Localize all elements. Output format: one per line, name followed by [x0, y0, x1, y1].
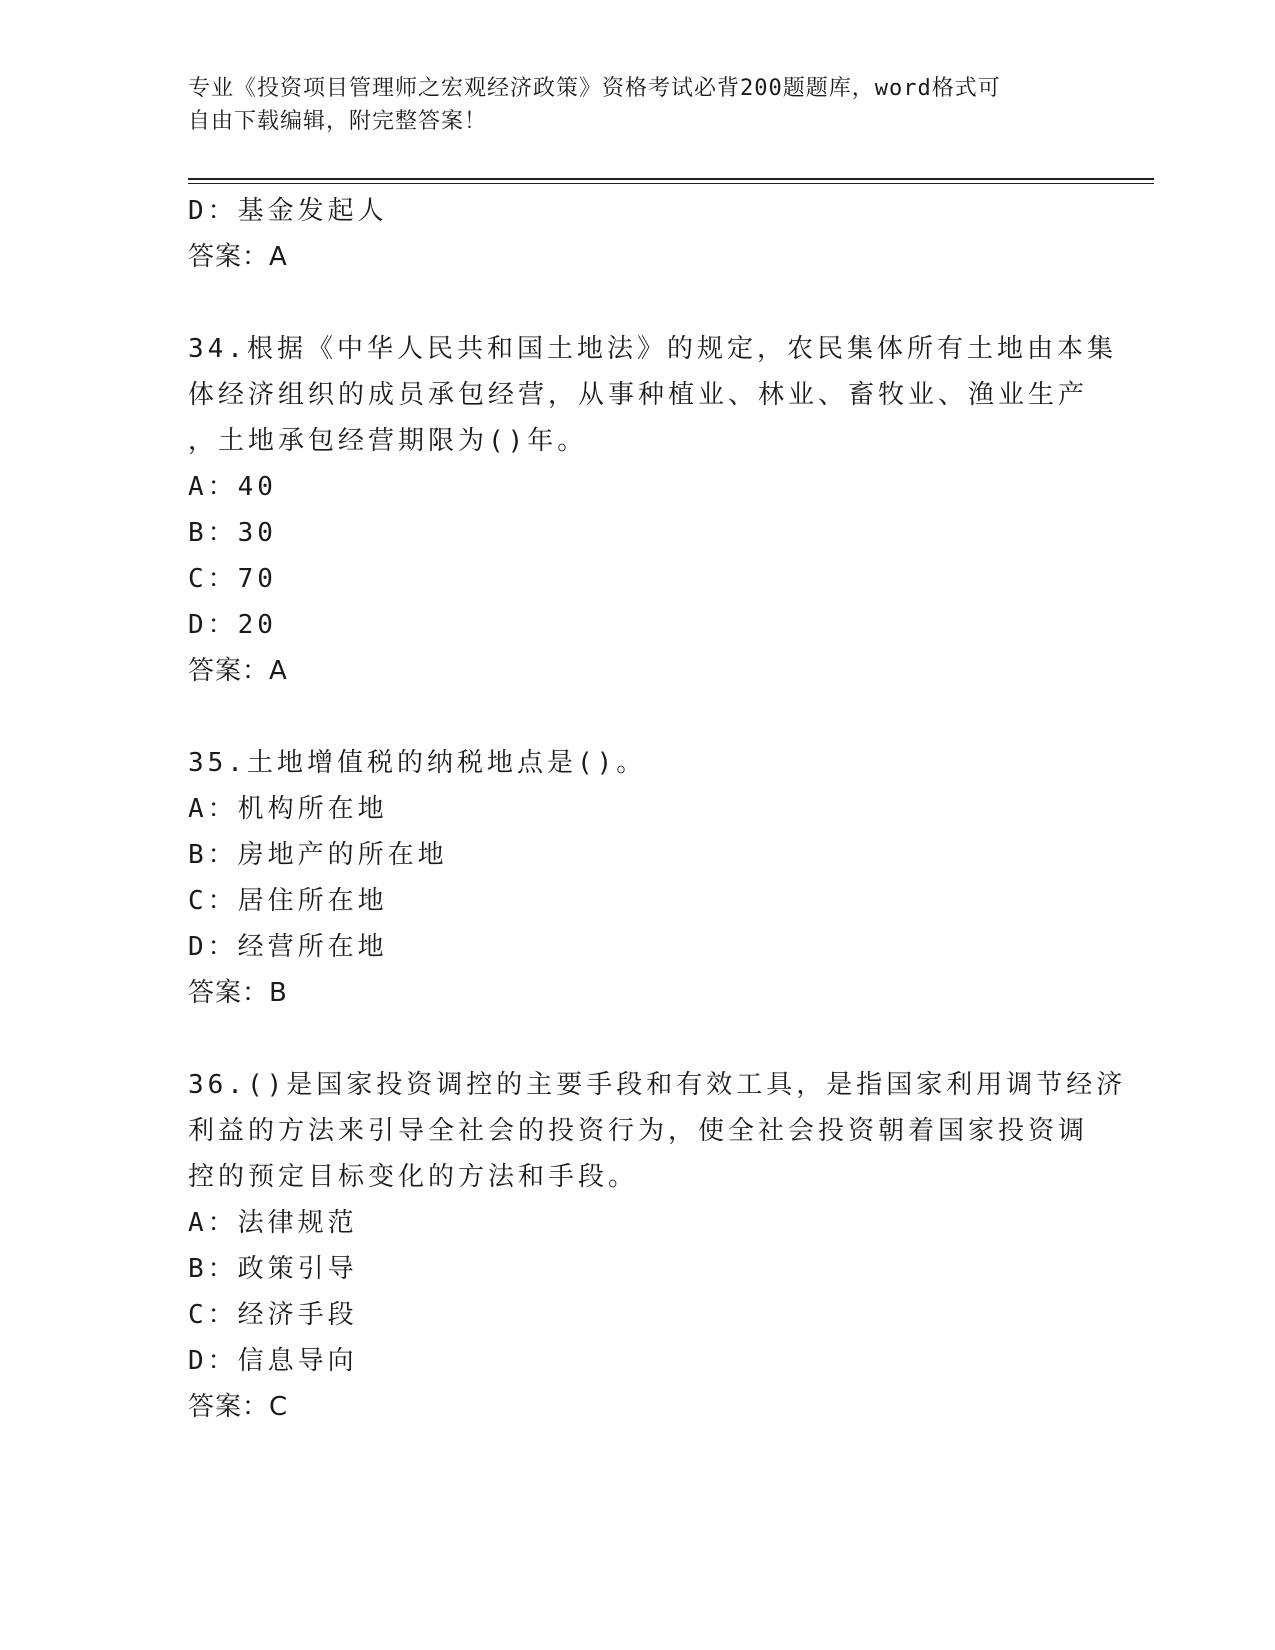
option-c: C：经济手段 — [188, 1300, 358, 1330]
option-d: D：基金发起人 — [188, 196, 388, 226]
stem-line: 35.土地增值税的纳税地点是()。 — [188, 748, 647, 778]
option-b: B：房地产的所在地 — [188, 840, 448, 870]
question-stem — [188, 1062, 1127, 1200]
option-d: D：20 — [188, 610, 277, 640]
option-a: A：机构所在地 — [188, 794, 388, 824]
option-b: B：政策引导 — [188, 1254, 358, 1284]
answer-line: 答案：A — [188, 656, 288, 686]
answer-line: 答案：A — [188, 242, 288, 272]
question-35 — [188, 740, 1088, 1016]
stem-line: 体经济组织的成员承包经营，从事种植业、林业、畜牧业、渔业生产 — [188, 380, 1089, 410]
option-a: A：法律规范 — [188, 1208, 358, 1238]
previous-question-tail — [188, 188, 1088, 280]
stem-line: 34.根据《中华人民共和国土地法》的规定，农民集体所有土地由本集 — [188, 334, 1117, 364]
answer-line: 答案：B — [188, 978, 288, 1008]
stem-line: 控的预定目标变化的方法和手段。 — [188, 1162, 639, 1192]
question-list — [188, 188, 1127, 1476]
question-34 — [188, 326, 1117, 694]
page-header — [188, 72, 1068, 138]
header-title-line-1: 专业《投资项目管理师之宏观经济政策》资格考试必背200题题库，word格式可 — [188, 76, 1001, 101]
stem-line: 36.()是国家投资调控的主要手段和有效工具，是指国家利用调节经济 — [188, 1070, 1127, 1100]
stem-line: 利益的方法来引导全社会的投资行为，使全社会投资朝着国家投资调 — [188, 1116, 1089, 1146]
question-36 — [188, 1062, 1127, 1430]
header-title-line-2: 自由下载编辑，附完整答案！ — [188, 109, 488, 134]
option-c: C：70 — [188, 564, 277, 594]
header-divider-thick — [188, 178, 1154, 180]
question-stem — [188, 326, 1117, 464]
option-c: C：居住所在地 — [188, 886, 388, 916]
question-stem — [188, 740, 1088, 786]
header-divider-thin — [188, 183, 1154, 184]
option-b: B：30 — [188, 518, 277, 548]
option-d: D：信息导向 — [188, 1346, 358, 1376]
answer-line: 答案：C — [188, 1392, 289, 1422]
option-d: D：经营所在地 — [188, 932, 388, 962]
option-a: A：40 — [188, 472, 277, 502]
stem-line: ，土地承包经营期限为()年。 — [188, 426, 588, 456]
